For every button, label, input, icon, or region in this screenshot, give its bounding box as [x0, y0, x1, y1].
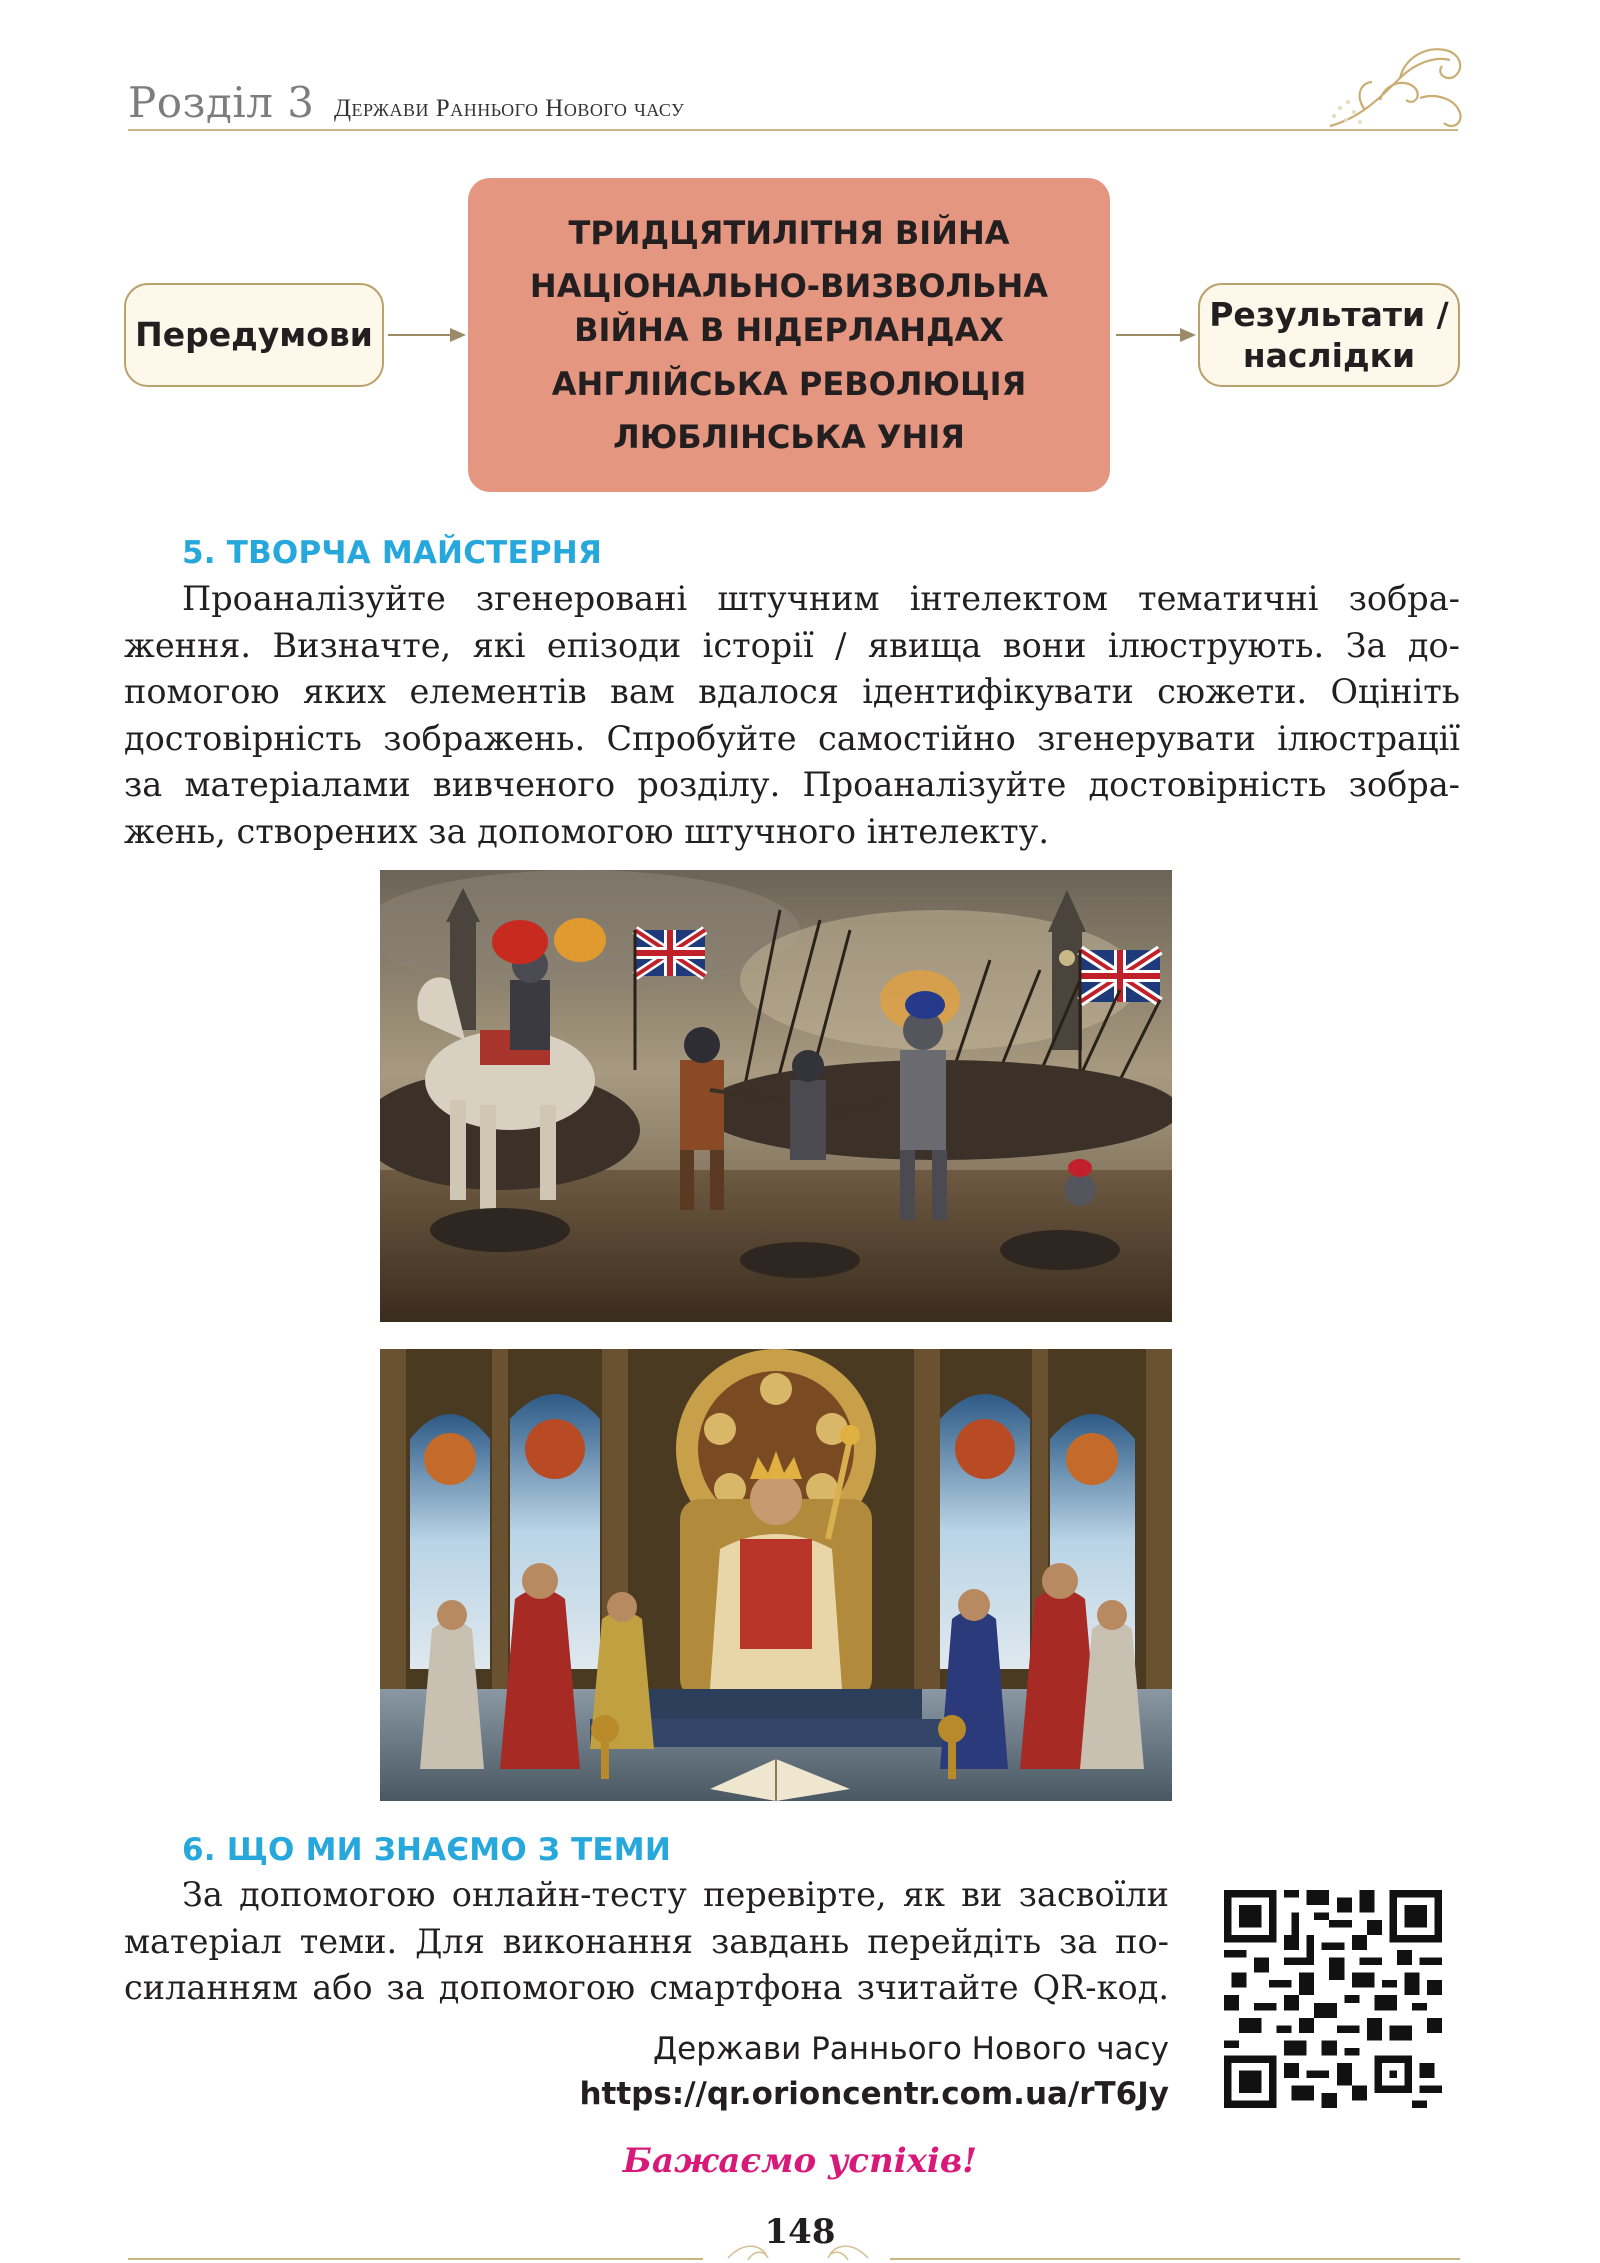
floral-ornament-icon: [1310, 38, 1480, 138]
paragraph-line: За допомогою онлайн-тесту перевірте, як ви засвоїли: [182, 1875, 1169, 1914]
paragraph-line: достовірність зображень. Спробуйте самостійно згенерувати ілюстрації: [124, 718, 1460, 758]
chapter-title: Держави Раннього Нового часу: [334, 95, 685, 122]
paragraph-line: за матеріалами вивченого розділу. Проаналізуйте достовірність зобра-: [124, 765, 1460, 804]
footer-rule-right: [890, 2258, 1460, 2260]
event-item: НАЦІОНАЛЬНО-ВИЗВОЛЬНА: [529, 266, 1049, 305]
arrow-right-icon: [386, 322, 468, 348]
footer-rule-left: [128, 2258, 703, 2260]
prerequisites-box: [124, 283, 384, 387]
section-6-heading: 6. ЩО МИ ЗНАЄМО З ТЕМИ: [182, 1832, 672, 1868]
arrow-right-icon: [1114, 322, 1198, 348]
test-title: Держави Раннього Нового часу: [652, 2031, 1169, 2067]
section-5-paragraph: [124, 576, 1460, 855]
section-5-heading: 5. ТВОРЧА МАЙСТЕРНЯ: [182, 535, 603, 571]
section-6-paragraph: [124, 1872, 1169, 2012]
events-box: [468, 178, 1110, 492]
event-item: АНГЛІЙСЬКА РЕВОЛЮЦІЯ: [551, 364, 1027, 403]
page-number: 148: [764, 2212, 836, 2252]
event-item: ЛЮБЛІНСЬКА УНІЯ: [613, 418, 965, 457]
event-item: ВІЙНА В НІДЕРЛАНДАХ: [574, 311, 1004, 350]
qr-code-icon[interactable]: [1224, 1890, 1442, 2108]
wish-text: Бажаємо успіхів!: [622, 2141, 978, 2181]
results-label-line1: Результати /: [1209, 294, 1449, 334]
paragraph-line: силанням або за допомогою смартфона зчитайте QR-код.: [124, 1968, 1169, 2007]
paragraph-line: ження. Визначте, які епізоди історії / явища вони ілюструють. За до-: [124, 625, 1460, 665]
results-label-line2: наслідки: [1242, 336, 1416, 375]
chapter-label: Розділ 3: [128, 78, 315, 127]
paragraph-line: матеріал теми. Для виконання завдань перейдіть за по-: [124, 1921, 1169, 1961]
paragraph-line: жень, створених за допомогою штучного інтелекту.: [124, 811, 1049, 851]
test-link[interactable]: https://qr.orioncentr.com.ua/rT6Jy: [579, 2076, 1169, 2112]
battle-illustration: [380, 870, 1172, 1322]
paragraph-line: Проаналізуйте згенеровані штучним інтелектом тематичні зобра-: [182, 579, 1460, 618]
event-item: ТРИДЦЯТИЛІТНЯ ВІЙНА: [568, 213, 1010, 252]
paragraph-line: помогою яких елементів вам вдалося ідентифікувати сюжети. Оцініть: [124, 672, 1460, 711]
header-rule: [128, 129, 1458, 131]
prerequisites-label: Передумови: [135, 315, 373, 355]
throne-room-illustration: [380, 1349, 1172, 1801]
results-box: [1198, 283, 1460, 387]
